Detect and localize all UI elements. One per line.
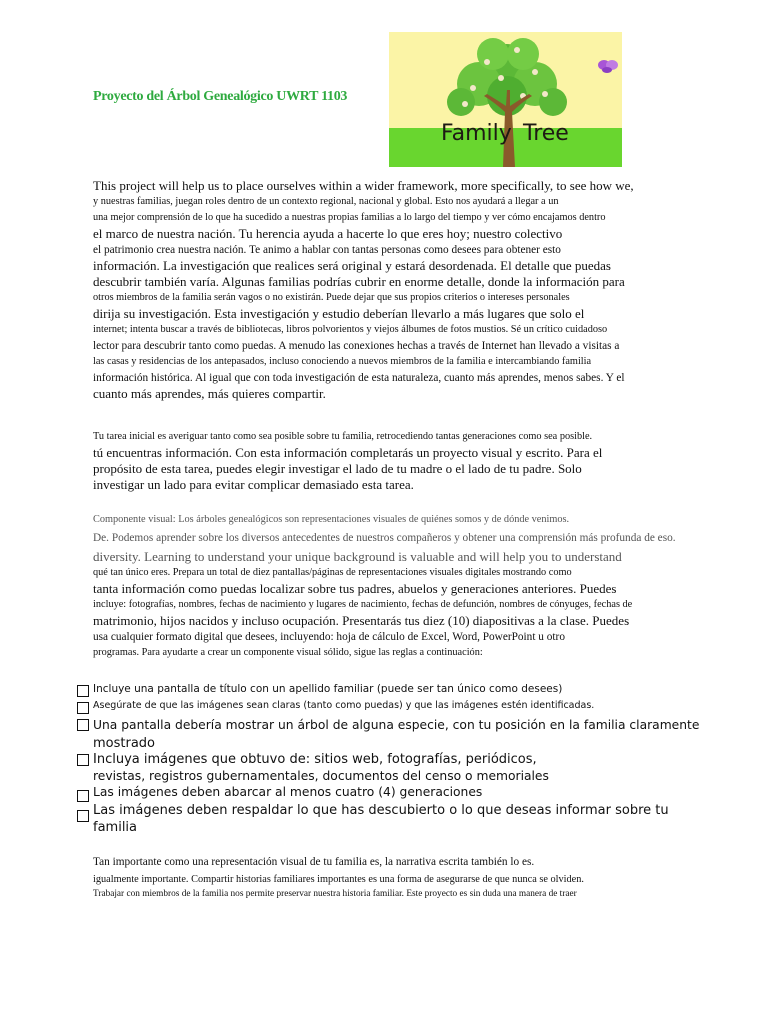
intro-line: el patrimonio crea nuestra nación. Te animo a hablar con tantas personas como desees para obtener esto [93,244,561,256]
checkbox[interactable] [77,702,89,714]
logo-text-family: Family [441,121,512,146]
checklist-text: Las imágenes deben abarcar al menos cuatro (4) generaciones [93,785,483,799]
intro-line: información histórica. Al igual que con toda investigación de esta naturaleza, cuanto más aprendes, menos sabes. Y el [93,372,625,384]
task-line: Tu tarea inicial es averiguar tanto como sea posible sobre tu familia, retrocediendo tantas generaciones como sea posible. [93,431,593,442]
checkbox[interactable] [77,719,89,731]
visual-line: qué tan único eres. Prepara un total de diez pantallas/páginas de representaciones visuales digitales mostrando como [93,567,572,578]
visual-line: Componente visual: Los árboles genealógicos son representaciones visuales de quiénes somos y de dónde venimos. [93,514,570,525]
visual-line: matrimonio, hijos nacidos y incluso ocupación. Presentarás tus diez (10) diapositivas a la clase. Puedes [93,613,630,628]
task-paragraph [93,429,698,493]
family-tree-illustration [389,32,622,167]
intro-line: cuanto más aprendes, más quieres compartir. [93,386,326,401]
closing-line: Tan importante como una representación visual de tu familia es, la narrativa escrita también lo es. [93,856,535,868]
task-line: tú encuentras información. Con esta información completarás un proyecto visual y escrito. Para el [93,445,603,460]
logo-text-tree: Tree [523,121,569,146]
checklist-text: mostrado [93,736,156,751]
intro-line: el marco de nuestra nación. Tu herencia ayuda a hacerte lo que eres hoy; nuestro colectivo [93,226,563,241]
task-line: investigar un lado para evitar complicar demasiado esta tarea. [93,477,414,492]
intro-line: y nuestras familias, juegan roles dentro de un contexto regional, nacional y global. Esto nos ayudará a llegar a un [93,196,559,207]
checkbox[interactable] [77,754,89,766]
checklist-text: Incluye una pantalla de título con un apellido familiar (puede ser tan único como desees) [93,683,563,695]
visual-line: usa cualquier formato digital que desees, incluyendo: hoja de cálculo de Excel, Word, PowerPoint u otro [93,631,565,643]
intro-line: información. La investigación que realices será original y estará desordenada. El detalle que puedas [93,258,611,273]
closing-paragraph [93,853,733,901]
intro-line: las casas y residencias de los antepasados, incluso conociendo a nuevos miembros de la familia e intercambiando familia [93,356,592,367]
intro-line: This project will help us to place ourselves within a wider framework, more specifically, to see how we, [93,178,634,193]
intro-line: lector para descubrir tanto como puedas. A menudo las conexiones hechas a través de Internet han llevado a visitas a [93,340,620,352]
intro-line: una mejor comprensión de lo que ha sucedido a nuestras propias familias a lo largo del tiempo y ver cómo encajamos dentro [93,212,606,223]
checkbox[interactable] [77,810,89,822]
intro-paragraph [93,178,698,402]
checkbox[interactable] [77,685,89,697]
visual-line: incluye: fotografías, nombres, fechas de nacimiento y lugares de nacimiento, fechas de defunción, nombres de cónyuges, fechas de [93,599,633,610]
checklist-text: familia [93,820,138,835]
checklist-text: Una pantalla debería mostrar un árbol de alguna especie, con tu posición en la familia claramente [93,718,700,732]
task-line: propósito de esta tarea, puedes elegir investigar el lado de tu madre o el lado de tu padre. Solo [93,461,582,476]
checklist-text: Las imágenes deben respaldar lo que has descubierto o lo que deseas informar sobre tu [93,803,669,818]
visual-line: programas. Para ayudarte a crear un componente visual sólido, sigue las reglas a continuación: [93,647,483,658]
intro-line: otros miembros de la familia serán vagos o no existirán. Puede dejar que sus propios criterios o intereses personales [93,292,570,303]
visual-line: De. Podemos aprender sobre los diversos antecedentes de nuestros compañeros y obtener una comprensión más profunda de eso. [93,532,676,544]
document-title: Proyecto del Árbol Genealógico UWRT 1103 [93,89,348,104]
intro-line: internet; intenta buscar a través de bibliotecas, libros polvorientos y viejos álbumes de fotos mustios. Sé un crítico cuidadoso [93,324,608,335]
intro-line: descubrir también varía. Algunas familias podrías cubrir en enorme detalle, donde la información para [93,274,625,289]
family-tree-logo [389,32,622,167]
checkbox[interactable] [77,790,89,802]
closing-line: Trabajar con miembros de la familia nos permite preservar nuestra historia familiar. Este proyecto es sin duda una manera de traer [93,889,577,899]
visual-component-paragraph [93,512,766,661]
visual-line: diversity. Learning to understand your unique background is valuable and will help you to understand [93,549,622,564]
checklist-text: Asegúrate de que las imágenes sean claras (tanto como puedas) y que las imágenes estén identificadas. [93,700,595,711]
checklist-text: Incluya imágenes que obtuvo de: sitios web, fotografías, periódicos, [93,752,537,767]
intro-line: dirija su investigación. Esta investigación y estudio deberían llevarlo a más lugares que solo el [93,306,585,321]
checklist-text: revistas, registros gubernamentales, documentos del censo o memoriales [93,769,549,783]
visual-line: tanta información como puedas localizar sobre tus padres, abuelos y generaciones anteriores. Puedes [93,581,617,596]
closing-line: igualmente importante. Compartir historias familiares importantes es una forma de asegurarse de que nunca se olviden. [93,874,584,885]
